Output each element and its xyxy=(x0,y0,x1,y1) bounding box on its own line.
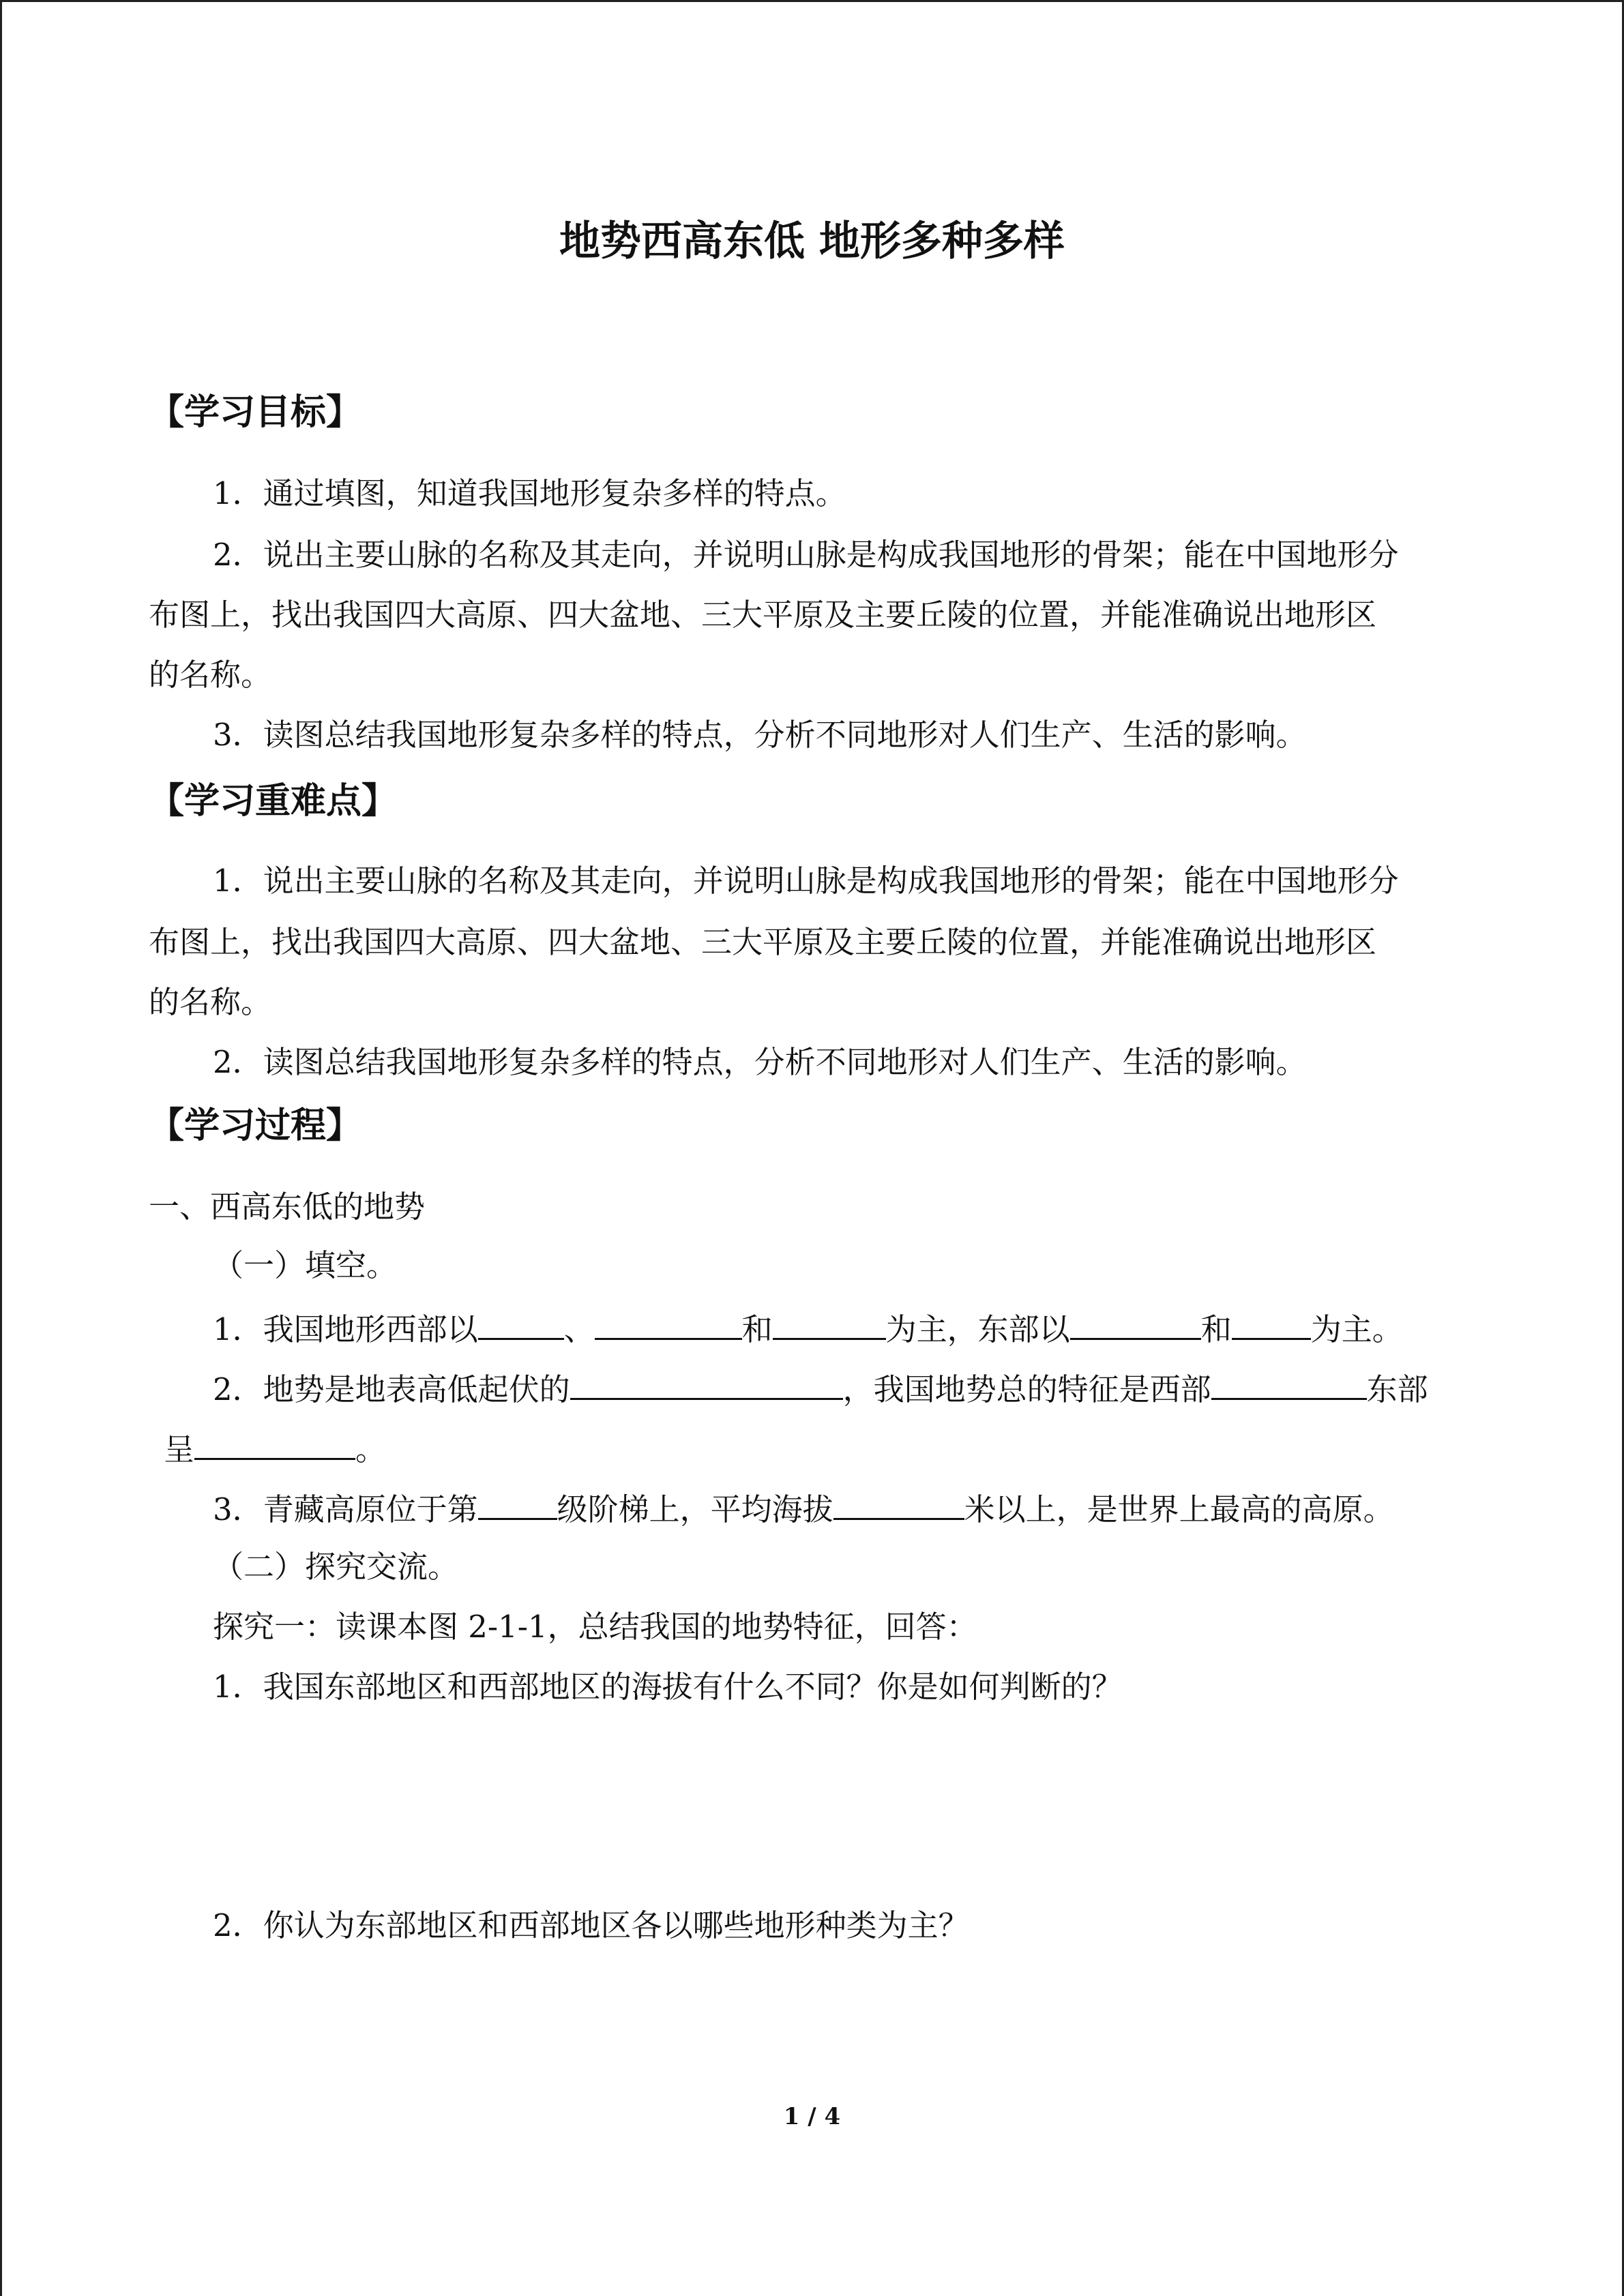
fill-q2-text-a: 2．地势是地表高低起伏的 xyxy=(213,1371,570,1407)
fill-question-2-line-1 xyxy=(213,1368,1428,1410)
page-border-left xyxy=(0,0,2,2296)
fill-question-3 xyxy=(213,1488,1394,1530)
fill-q1-text-f: 为主。 xyxy=(1310,1311,1403,1347)
fill-q1-blank-2[interactable] xyxy=(595,1308,742,1340)
explore-1-intro: 探究一：读课本图 2-1-1，总结我国的地势特征，回答： xyxy=(213,1609,977,1645)
fill-q1-text-e: 和 xyxy=(1200,1311,1232,1347)
process-sub-2: （二）探究交流。 xyxy=(213,1549,459,1585)
fill-q2-blank-2[interactable] xyxy=(1211,1368,1367,1400)
objective-item-2-line-3: 的名称。 xyxy=(149,657,272,693)
key-point-item-1-line-3: 的名称。 xyxy=(149,984,272,1020)
objective-item-1: 1．通过填图，知道我国地形复杂多样的特点。 xyxy=(213,475,846,511)
fill-q1-blank-5[interactable] xyxy=(1232,1308,1311,1340)
fill-q2-text-c: 东部 xyxy=(1366,1371,1428,1407)
page-number: 1 / 4 xyxy=(783,2103,841,2130)
objective-item-2-line-2: 布图上，找出我国四大高原、四大盆地、三大平原及主要丘陵的位置，并能准确说出地形区 xyxy=(149,597,1377,633)
fill-q3-blank-2[interactable] xyxy=(833,1488,964,1520)
fill-q1-text-d: 为主，东部以 xyxy=(885,1311,1070,1347)
process-sub-1: （一）填空。 xyxy=(213,1247,398,1283)
fill-q1-blank-3[interactable] xyxy=(773,1308,886,1340)
explore-question-1: 1．我国东部地区和西部地区的海拔有什么不同？你是如何判断的？ xyxy=(213,1669,1123,1705)
key-point-item-2: 2．读图总结我国地形复杂多样的特点，分析不同地形对人们生产、生活的影响。 xyxy=(213,1044,1307,1080)
fill-q2-blank-1[interactable] xyxy=(570,1368,843,1400)
process-heading: 【学习过程】 xyxy=(149,1105,362,1146)
fill-q1-text-a: 1．我国地形西部以 xyxy=(213,1311,478,1347)
fill-q1-text-c: 和 xyxy=(741,1311,773,1347)
fill-q3-text-a: 3．青藏高原位于第 xyxy=(213,1491,478,1527)
process-part-1: 一、西高东低的地势 xyxy=(149,1189,426,1225)
page-border-top xyxy=(0,0,1624,2)
page-title: 地势西高东低 地形多种多样 xyxy=(559,218,1065,265)
key-points-heading: 【学习重难点】 xyxy=(149,780,398,822)
objective-item-3: 3．读图总结我国地形复杂多样的特点，分析不同地形对人们生产、生活的影响。 xyxy=(213,717,1307,753)
fill-q2-text-e: 。 xyxy=(355,1431,387,1467)
explore-question-2: 2．你认为东部地区和西部地区各以哪些地形种类为主？ xyxy=(213,1907,969,1943)
fill-q1-text-b: 、 xyxy=(563,1311,595,1347)
fill-q3-blank-1[interactable] xyxy=(478,1488,557,1520)
fill-q2-text-b: ，我国地势总的特征是西部 xyxy=(842,1371,1211,1407)
objective-item-2-line-1: 2．说出主要山脉的名称及其走向，并说明山脉是构成我国地形的骨架；能在中国地形分 xyxy=(213,537,1399,573)
fill-q2-text-d: 呈 xyxy=(164,1431,195,1467)
objectives-heading: 【学习目标】 xyxy=(149,391,362,433)
fill-q3-text-b: 级阶梯上，平均海拔 xyxy=(557,1491,833,1527)
key-point-item-1-line-1: 1．说出主要山脉的名称及其走向，并说明山脉是构成我国地形的骨架；能在中国地形分 xyxy=(213,863,1399,899)
key-point-item-1-line-2: 布图上，找出我国四大高原、四大盆地、三大平原及主要丘陵的位置，并能准确说出地形区 xyxy=(149,924,1377,960)
fill-q1-blank-4[interactable] xyxy=(1070,1308,1201,1340)
fill-q3-text-c: 米以上，是世界上最高的高原。 xyxy=(964,1491,1394,1527)
fill-q1-blank-1[interactable] xyxy=(478,1308,564,1340)
fill-q2-blank-3[interactable] xyxy=(194,1428,355,1460)
fill-question-1 xyxy=(213,1308,1403,1350)
fill-question-2-line-2 xyxy=(164,1428,386,1470)
